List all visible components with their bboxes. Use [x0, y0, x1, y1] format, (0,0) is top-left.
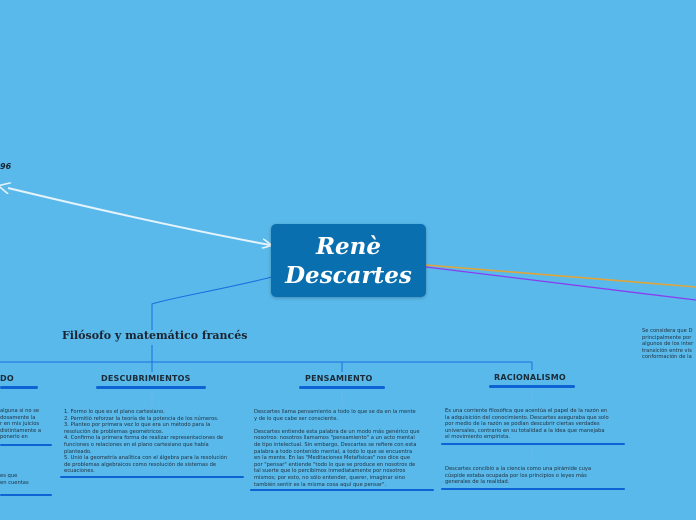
note-pensamiento[interactable] — [254, 409, 436, 488]
note-line: Descartes llama pensamiento a todo lo que se da en la mente — [254, 409, 416, 415]
note-line: tal suerte que lo percibimos inmediatamente por nosotros — [254, 468, 406, 475]
note-line: principalmente por — [642, 334, 692, 341]
edge-subtitle — [152, 277, 272, 330]
note-line: de problemas algebraicos como resolución de sistemas de — [64, 461, 217, 468]
note-line: también sentir es la misma cosa aquí que pensar". — [254, 481, 387, 488]
note-line: funciones o relaciones en el plano cartesiano que había — [64, 441, 209, 448]
note-line: mismos; por esto, no sólo entender, querer, imaginar sino — [254, 474, 406, 481]
note-descubrimientos-underline — [60, 476, 244, 478]
central-topic-line1: Renè — [315, 232, 382, 260]
note-descubrimientos[interactable] — [64, 409, 244, 475]
topic-metodo[interactable]: DO — [0, 374, 14, 383]
note-line: 5. Unió la geometría analítica con el álgebra para la resolución — [64, 455, 228, 462]
note-line: es que — [0, 473, 18, 479]
note-line: generales de la realidad. — [445, 479, 510, 486]
note-metodo-b-underline — [0, 494, 52, 496]
topic-racionalismo[interactable]: RACIONALISMO — [494, 373, 566, 382]
note-line: r en mis juicios — [0, 421, 40, 428]
edge-label: 96 — [0, 162, 12, 171]
note-racionalismo-a[interactable] — [445, 408, 625, 441]
note-line: de tipo intelectual. Sin embargo, Descartes se refiere con esta — [254, 441, 417, 448]
note-line: transición entre vis — [642, 347, 692, 354]
topic-metodo-underline — [0, 386, 38, 389]
note-racionalismo-a-underline — [441, 443, 625, 445]
note-racionalismo-b[interactable] — [445, 466, 625, 486]
note-line: el movimiento empirista. — [445, 434, 510, 441]
arrow-edge — [8, 188, 270, 245]
subtitle-filosofo[interactable]: Filósofo y matemático francés — [62, 329, 248, 342]
note-line: algunos de los inter — [642, 341, 694, 348]
note-line: Es una corriente filosófica que acentúa el papel de la razón en — [445, 408, 608, 414]
note-metodo-b[interactable] — [0, 473, 50, 486]
note-metodo-a[interactable] — [0, 408, 50, 441]
note-line: planteado. — [64, 448, 92, 455]
note-line: 1. Formo lo que es el plano cartesiano. — [64, 409, 165, 415]
note-line: 4. Confirmo la primera forma de realizar representaciones de — [64, 435, 224, 442]
note-line: palabra a todo contenido mental, a todo lo que se encuentra — [254, 448, 413, 455]
note-line: alguna si no se — [0, 408, 40, 414]
note-line: por "pensar" entiende "todo lo que se produce en nosotros de — [254, 461, 416, 468]
note-line: la adquisición del conocimiento. Descartes aseguraba que solo — [445, 414, 609, 421]
note-line: y de lo que cabe ser consciente. — [254, 415, 339, 422]
note-line: resolución de problemas geométricos. — [64, 428, 164, 435]
note-line: en cuentas — [0, 479, 29, 486]
note-side[interactable] — [642, 328, 696, 361]
note-line: universales, contrario en su totalidad a la idea que manejaba — [445, 427, 605, 434]
note-pensamiento-underline — [250, 489, 434, 491]
note-line — [254, 422, 436, 429]
topic-descubrimientos[interactable]: DESCUBRIMIENTOS — [101, 374, 191, 383]
topic-pensamiento[interactable]: PENSAMIENTO — [305, 374, 373, 383]
note-line: ecuaciones. — [64, 468, 95, 475]
note-line: dosamente la — [0, 414, 36, 421]
note-line: Se considera que D — [642, 328, 693, 334]
topic-pensamiento-underline — [299, 386, 385, 389]
note-metodo-a-underline — [0, 444, 52, 446]
note-line: por medio de la razón se podían descubrir ciertas verdades — [445, 421, 600, 428]
central-topic-line2: Descartes — [285, 261, 412, 289]
note-racionalismo-b-underline — [441, 488, 625, 490]
note-line: Descartes entiende esta palabra de un modo más genérico que — [254, 428, 420, 435]
note-line: en la mente. En las "Meditaciones Metafísicas" nos dice que — [254, 455, 411, 462]
note-line: distintamente a — [0, 427, 41, 434]
note-line: cúspide estaba ocupada por los principios o leyes más — [445, 472, 587, 479]
note-line: ponerlo en — [0, 434, 28, 441]
note-line: 3. Planteo por primera vez lo que era un método para la — [64, 422, 211, 429]
topic-descubrimientos-underline — [96, 386, 206, 389]
note-line: Descartes concibió a la ciencia como una pirámide cuya — [445, 466, 592, 472]
topic-racionalismo-underline — [489, 385, 575, 388]
central-topic-rene-descartes[interactable] — [271, 224, 426, 297]
note-line: conformación de la — [642, 354, 692, 361]
note-line: 2. Permitió reforzar la teoría de la potencia de los números. — [64, 415, 219, 422]
note-line: nosotros: nosotros llamamos "pensamiento" a un acto mental — [254, 435, 415, 442]
